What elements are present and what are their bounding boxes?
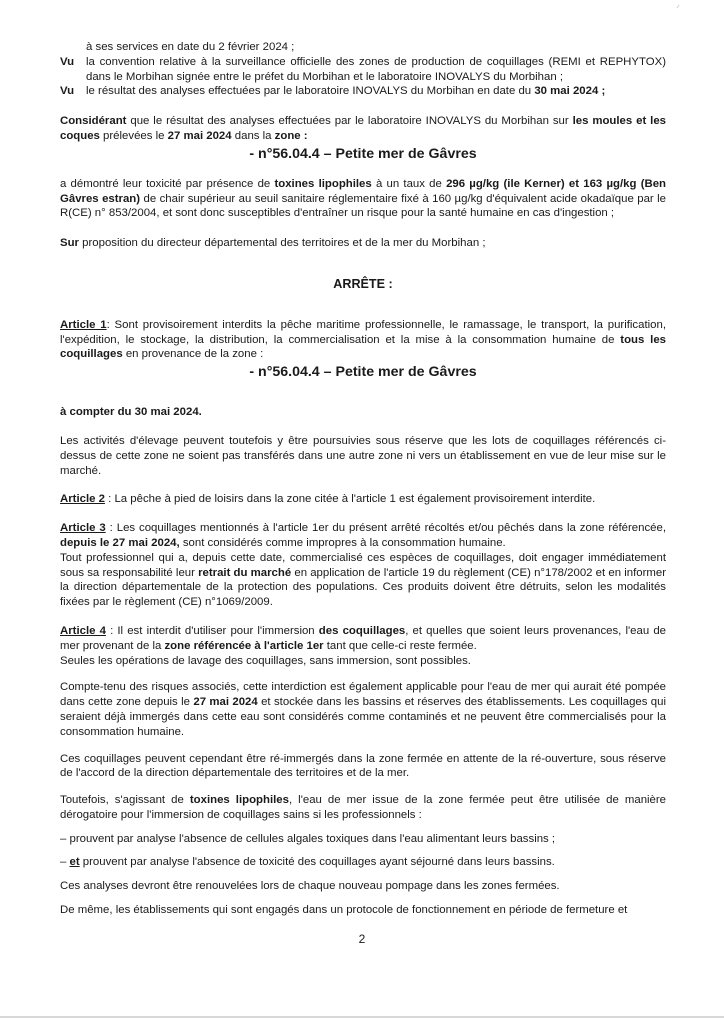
page-number: 2	[358, 932, 366, 946]
text-run: en application de l'article 19 du règlement (CE) n°178/2002 et en informer la direction départementale de la protection des populations. Ces produits doivent être détruits, selon les modalités fixées par le règlement (CE) n°1069/2009.	[60, 566, 666, 609]
text-run: prélevées le	[99, 129, 168, 142]
text-run: –	[60, 856, 70, 869]
bold-run: des coquillages	[318, 624, 406, 637]
text-run: tant que celle-ci reste fermée.	[323, 639, 477, 652]
text-run: : Sont provisoirement interdits la pêche maritime professionnelle, le ramassage, le transport, la purification, l'expédition, le stockage, la distribution, la commercialisation et la mise à la consommation humaine de	[60, 318, 666, 346]
arrete-heading: ARRÊTE :	[333, 276, 393, 291]
condition-2	[60, 855, 666, 870]
article-1-elevage: Les activités d'élevage peuvent toutefois y être poursuivies sous réserve que les lots de coquillages référencés ci-dessus de cette zone ne soient pas transférés dans une autre zone ni vers un établissement en vue de leur mise sur le marché.	[60, 434, 666, 477]
vu-lead: Vu	[60, 55, 75, 68]
bold-run: zone :	[274, 129, 308, 142]
bold-run: toxines lipophiles	[274, 177, 372, 190]
bold-run: zone référencée à l'article 1er	[164, 639, 324, 652]
text-run: à un taux de	[371, 177, 447, 190]
text-run: que le résultat des analyses effectuées par le laboratoire INOVALYS du Morbihan sur	[126, 115, 573, 128]
bold-run: tous les coquillages	[60, 333, 667, 361]
text-run: proposition du directeur départemental des territoires et de la mer du Morbihan ;	[79, 237, 486, 250]
text-run: le résultat des analyses effectuées par le laboratoire INOVALYS du Morbihan en date du	[86, 85, 535, 98]
sur-paragraph	[60, 236, 666, 251]
bold-run: 27 mai 2024	[167, 129, 232, 142]
article-4	[60, 624, 666, 654]
text-run: : Il est interdit d'utiliser pour l'immersion	[105, 624, 319, 637]
text-run: , et quelles que soient leurs provenances, l'eau de mer provenant de la	[60, 624, 666, 652]
text-run: Tout professionnel qui a, depuis cette date, commercialisé ces espèces de coquillages, doit engager immédiatement sous sa responsabilité leur	[60, 551, 666, 579]
vu-lead: Vu	[60, 85, 75, 98]
bold-run: 296 µg/kg (ile Kerner) et 163 µg/kg (Ben Gâvres estran)	[60, 177, 667, 205]
bold-run: retrait du marché	[198, 566, 292, 579]
article-4-derogation	[60, 793, 666, 823]
bold-run: et	[69, 856, 80, 869]
corner-mark	[676, 5, 679, 9]
text-run: Toutefois, s'agissant de	[60, 794, 190, 807]
bold-run: Considérant	[60, 115, 127, 128]
text-run: en provenance de la zone :	[122, 348, 264, 361]
document-body	[60, 40, 666, 918]
article-3-retrait	[60, 551, 666, 610]
bold-run: depuis le 27 mai 2024,	[60, 536, 180, 549]
article-1	[60, 318, 666, 362]
text-run: Compte-tenu des risques associés, cette interdiction est également applicable pour l'eau de mer qui aurait été pompée dans cette zone depuis le	[60, 681, 666, 709]
article-4-risques	[60, 680, 666, 739]
toxicity-paragraph	[60, 177, 666, 221]
zone-title: - n°56.04.4 – Petite mer de Gâvres	[249, 364, 477, 381]
text-run: sont considérés comme impropres à la consommation humaine.	[179, 536, 506, 549]
bold-run: Sur	[60, 237, 79, 250]
vu-resultat	[60, 84, 666, 99]
bold-run: 30 mai 2024 ;	[534, 85, 606, 98]
article-label: Article 2	[60, 493, 105, 506]
text-run: dans la	[231, 129, 275, 142]
text-run: a démontré leur toxicité par présence de	[60, 177, 275, 190]
article-label: Article 3	[60, 522, 106, 535]
text-run: prouvent par analyse l'absence de toxicité des coquillages ayant séjourné dans leurs bassins.	[79, 856, 555, 869]
article-label: Article 4	[60, 624, 106, 637]
analyses-note: Ces analyses devront être renouvelées lors de chaque nouveau pompage dans les zones fermées.	[60, 880, 560, 893]
article-4-lavage: Seules les opérations de lavage des coquillages, sans immersion, sont possibles.	[60, 654, 471, 667]
intro-line: à ses services en date du 2 février 2024 ;	[86, 41, 295, 53]
text-run: et stockée dans les bassins et réserves des établissements. Les coquillages qui seraient déjà immergés dans cette eau sont considérés comme contaminés et ne peuvent être commercialisés pour la consommation humaine.	[60, 696, 666, 738]
vu-text: la convention relative à la surveillance officielle des zones de production de coquillages (REMI et REPHYTOX) dans le Morbihan signée entre le préfet du Morbihan et le laboratoire INOVALYS du Morbihan ;	[86, 55, 666, 83]
bold-run: à compter du 30 mai 2024.	[60, 406, 202, 419]
article-3	[60, 521, 666, 551]
bottom-scan-edge	[0, 1016, 724, 1018]
article-label: Article 1	[60, 318, 107, 331]
text-run: de chair supérieur au seuil sanitaire réglementaire fixé à 160 µg/kg d'équivalent acide okadaïque par le R(CE) n° 853/2004, et sont donc susceptibles d'entraîner un risque pour la santé humaine en cas d'ingestion ;	[60, 192, 667, 220]
text-run: , l'eau de mer issue de la zone fermée peut être utilisée de manière dérogatoire pour l'immersion de coquillages sains si les professionnels :	[60, 794, 667, 821]
text-run: : Les coquillages mentionnés à l'article 1er du présent arrêté récoltés et/ou pêchés dans la zone référencée,	[105, 522, 666, 535]
etablissements-paragraph: De même, les établissements qui sont engagés dans un protocole de fonctionnement en période de fermeture et	[60, 904, 628, 917]
vu-text	[86, 84, 666, 99]
article-4-reimmersion: Ces coquillages peuvent cependant être ré-immergés dans la zone fermée en attente de la ré-ouverture, sous réserve de l'accord de la direction départementale des territoires et de la mer.	[60, 752, 666, 780]
text-run: : La pêche à pied de loisirs dans la zone citée à l'article 1 est également provisoirement interdite.	[104, 493, 596, 506]
vu-convention	[60, 55, 666, 85]
bold-run: 27 mai 2024	[193, 696, 258, 709]
bold-run: les moules et les coques	[60, 115, 666, 142]
article-2	[60, 492, 666, 507]
considerant-paragraph	[60, 114, 666, 144]
article-1-date	[60, 405, 666, 420]
condition-1: – prouvent par analyse l'absence de cellules algales toxiques dans l'eau alimentant leurs bassins ;	[60, 832, 556, 845]
bold-run: toxines lipophiles	[189, 794, 289, 807]
zone-title: - n°56.04.4 – Petite mer de Gâvres	[249, 145, 477, 162]
